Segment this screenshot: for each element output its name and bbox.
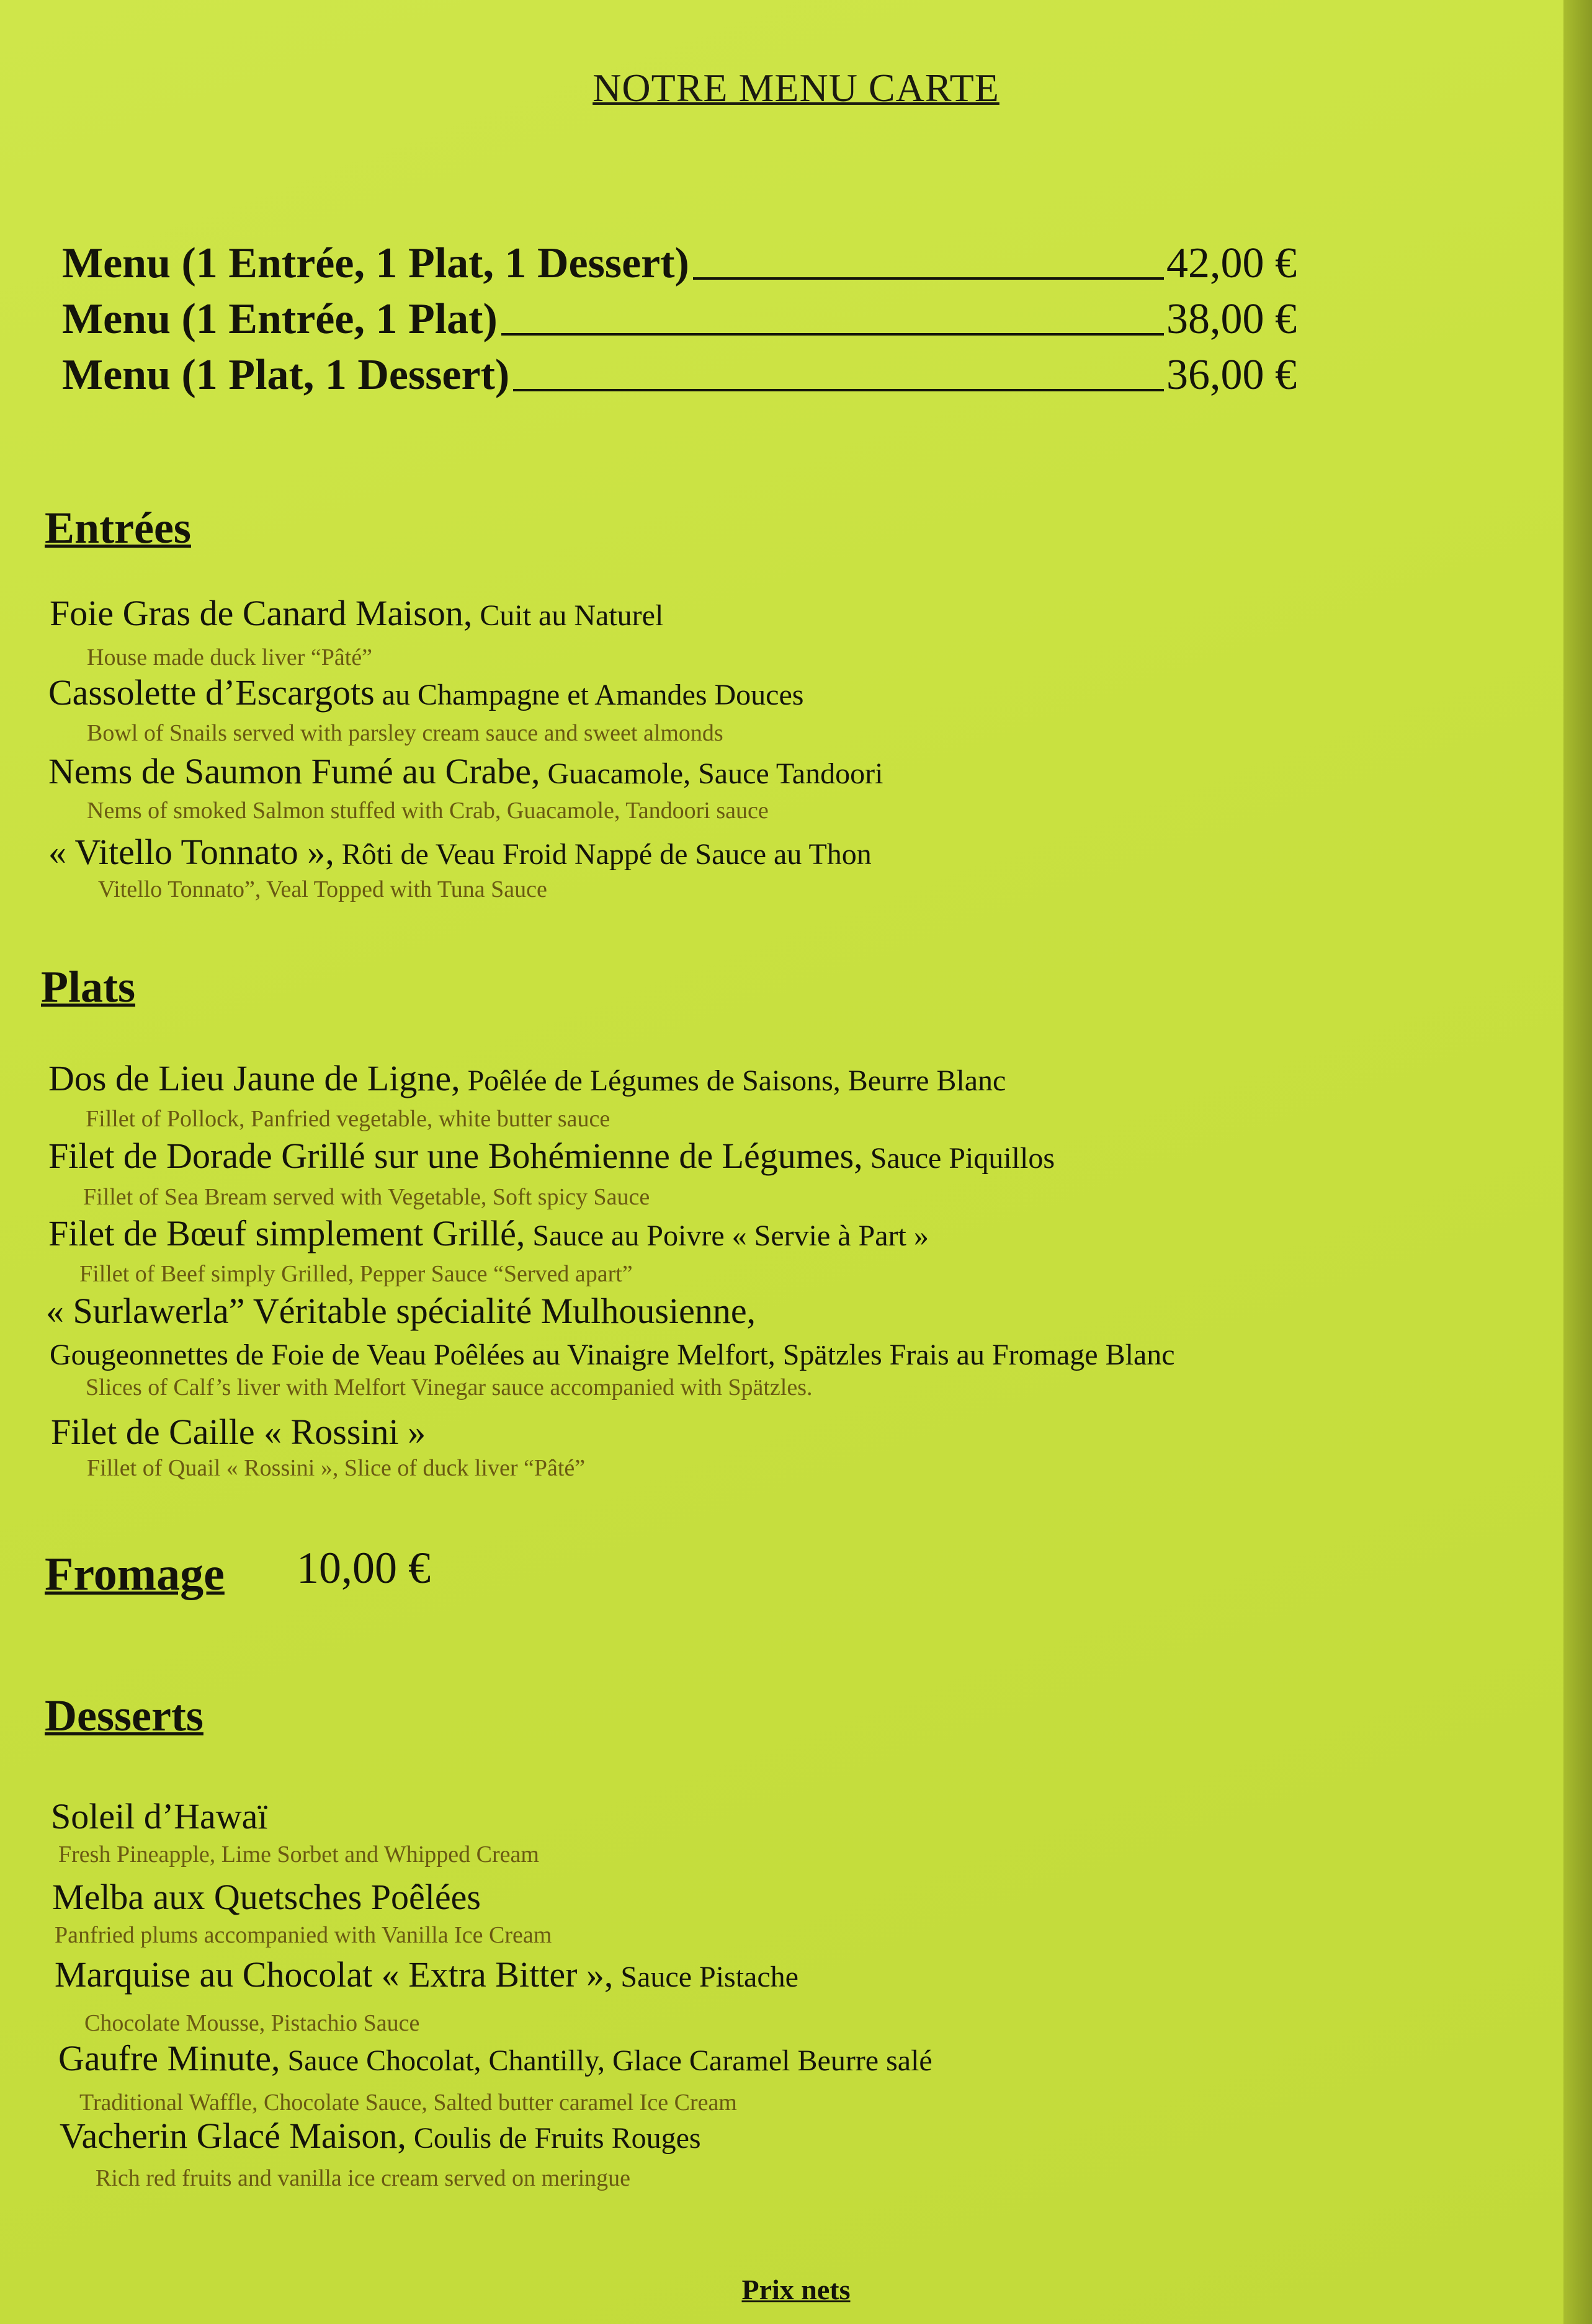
menu-item-line2 xyxy=(50,1333,1175,1373)
item-translation: Rich red fruits and vanilla ice cream served on meringue xyxy=(96,2165,631,2191)
menu-item xyxy=(48,1135,1055,1177)
item-name: Melba aux Quetsches Poêlées xyxy=(52,1877,481,1917)
menu-item xyxy=(55,1954,798,1995)
section-heading-entrees: Entrées xyxy=(45,503,191,553)
item-name: Filet de Bœuf simplement Grillé, xyxy=(48,1213,525,1253)
item-translation: Nems of smoked Salmon stuffed with Crab, Guacamole, Tandoori sauce xyxy=(87,798,769,824)
item-desc: Sauce au Poivre « Servie à Part » xyxy=(525,1219,929,1252)
menu-item xyxy=(50,592,663,634)
menu-item xyxy=(46,1290,756,1332)
item-translation: Slices of Calf’s liver with Melfort Vinegar sauce accompanied with Spätzles. xyxy=(86,1374,813,1400)
item-translation: Fillet of Sea Bream served with Vegetable, Soft spicy Sauce xyxy=(83,1184,650,1210)
menu-item xyxy=(48,831,872,873)
formula-label: Menu (1 Entrée, 1 Plat, 1 Dessert) xyxy=(62,239,689,287)
item-desc: Sauce Pistache xyxy=(613,1961,798,1993)
item-name: Soleil d’Hawaï xyxy=(51,1796,268,1836)
item-name: Nems de Saumon Fumé au Crabe, xyxy=(48,751,540,791)
item-name: Foie Gras de Canard Maison, xyxy=(50,593,473,633)
item-translation: Bowl of Snails served with parsley cream sauce and sweet almonds xyxy=(87,720,723,746)
leader-line xyxy=(693,277,1164,280)
formula-label: Menu (1 Entrée, 1 Plat) xyxy=(62,295,498,343)
item-translation: Fresh Pineapple, Lime Sorbet and Whipped Cream xyxy=(58,1841,539,1868)
formula-price: 38,00 € xyxy=(1166,295,1297,343)
item-translation: Panfried plums accompanied with Vanilla Ice Cream xyxy=(55,1922,552,1948)
item-desc: Poêlée de Légumes de Saisons, Beurre Blanc xyxy=(460,1064,1006,1097)
item-desc: Guacamole, Sauce Tandoori xyxy=(540,757,883,790)
item-name: Marquise au Chocolat « Extra Bitter », xyxy=(55,1954,614,1995)
page-edge-shadow xyxy=(1563,0,1592,2324)
item-desc: Sauce Piquillos xyxy=(862,1142,1055,1175)
formula-label: Menu (1 Plat, 1 Dessert) xyxy=(62,351,510,399)
leader-line xyxy=(501,333,1164,336)
footer-note xyxy=(0,2273,1592,2306)
item-translation: Traditional Waffle, Chocolate Sauce, Salted butter caramel Ice Cream xyxy=(79,2090,737,2116)
footer-text: Prix nets xyxy=(741,2274,851,2305)
item-name: Dos de Lieu Jaune de Ligne, xyxy=(48,1058,460,1098)
item-translation: Chocolate Mousse, Pistachio Sauce xyxy=(84,2010,420,2036)
menu-item xyxy=(48,1057,1006,1099)
formula-price: 36,00 € xyxy=(1166,351,1297,399)
menu-item xyxy=(51,1411,426,1453)
item-name: « Vitello Tonnato », xyxy=(48,832,334,872)
formula-row xyxy=(62,344,1297,400)
fromage-price: 10,00 € xyxy=(297,1543,431,1593)
item-desc: Gougeonnettes de Foie de Veau Poêlées au Vinaigre Melfort, Spätzles Frais au Fromage Blanc xyxy=(50,1338,1175,1371)
item-desc: au Champagne et Amandes Douces xyxy=(374,679,804,711)
menu-item xyxy=(52,1876,481,1918)
item-name: Filet de Caille « Rossini » xyxy=(51,1412,426,1452)
menu-item xyxy=(58,2037,932,2079)
item-desc: Coulis de Fruits Rouges xyxy=(406,2122,701,2155)
menu-item xyxy=(60,2115,701,2157)
item-desc: Sauce Chocolat, Chantilly, Glace Caramel Beurre salé xyxy=(280,2044,932,2077)
menu-item xyxy=(48,672,803,713)
leader-line xyxy=(513,389,1164,391)
formula-row xyxy=(62,233,1297,288)
title-text: NOTRE MENU CARTE xyxy=(593,66,999,110)
item-desc: Rôti de Veau Froid Nappé de Sauce au Thon xyxy=(334,838,872,871)
item-name: « Surlawerla” Véritable spécialité Mulhousienne, xyxy=(46,1291,756,1331)
item-name: Vacherin Glacé Maison, xyxy=(60,2116,406,2156)
page-title xyxy=(0,65,1592,111)
item-name: Cassolette d’Escargots xyxy=(48,672,375,713)
menu-item xyxy=(48,1213,929,1254)
formula-row xyxy=(62,288,1297,344)
item-translation: Fillet of Quail « Rossini », Slice of duck liver “Pâté” xyxy=(87,1455,586,1481)
item-translation: Fillet of Beef simply Grilled, Pepper Sauce “Served apart” xyxy=(79,1261,633,1287)
item-name: Gaufre Minute, xyxy=(58,2038,280,2078)
menu-item xyxy=(51,1796,268,1837)
item-translation: Vitello Tonnato”, Veal Topped with Tuna Sauce xyxy=(98,876,547,902)
section-heading-fromage: Fromage xyxy=(45,1548,225,1600)
item-name: Filet de Dorade Grillé sur une Bohémienne de Légumes, xyxy=(48,1136,863,1176)
item-translation: House made duck liver “Pâté” xyxy=(87,644,373,670)
item-translation: Fillet of Pollock, Panfried vegetable, white butter sauce xyxy=(86,1106,610,1132)
menu-item xyxy=(48,750,883,792)
item-desc: Cuit au Naturel xyxy=(472,599,664,632)
formula-price: 42,00 € xyxy=(1166,239,1297,287)
section-heading-plats: Plats xyxy=(41,962,135,1012)
section-heading-desserts: Desserts xyxy=(45,1691,203,1740)
